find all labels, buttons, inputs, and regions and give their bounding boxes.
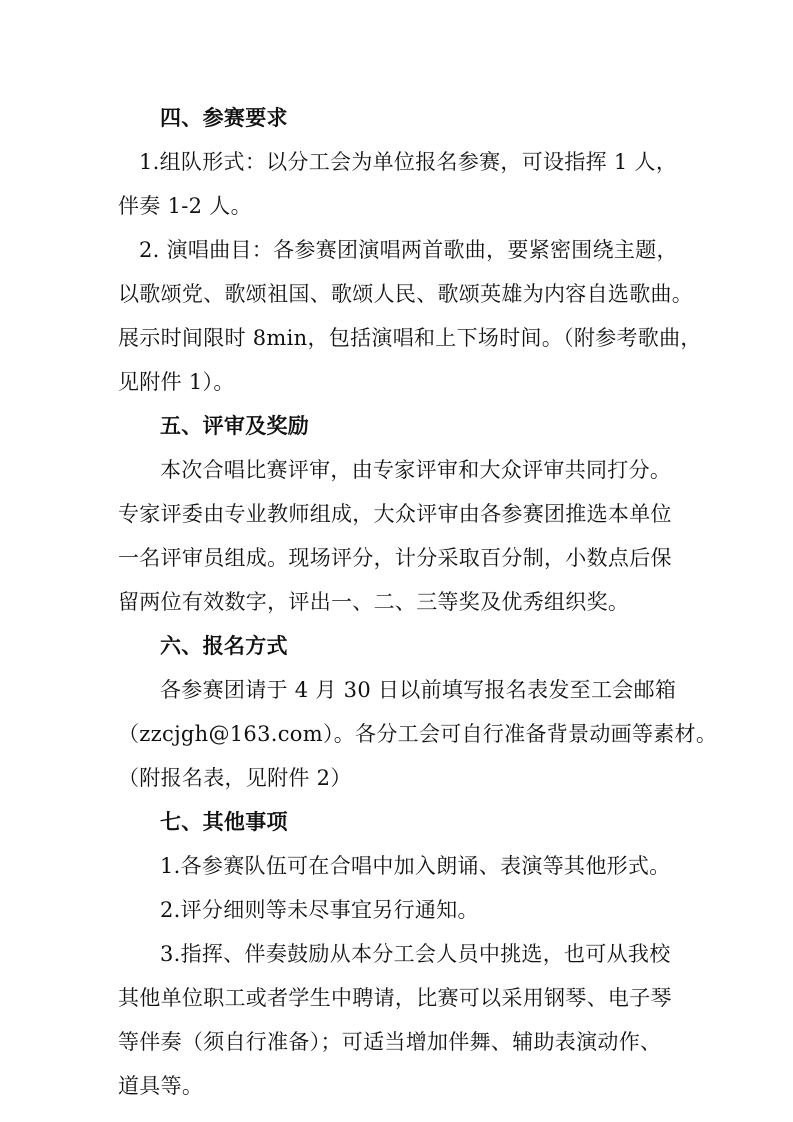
paragraph-line: 道具等。 [118,1074,204,1098]
paragraph-line: 1.各参赛队伍可在合唱中加入朗诵、表演等其他形式。 [160,854,671,878]
section-heading: 五、评审及奖励 [160,414,310,438]
paragraph-line: 等伴奏（须自行准备）；可适当增加伴舞、辅助表演动作、 [118,1030,662,1054]
paragraph-line: 2.评分细则等未尽事宜另行通知。 [160,898,479,922]
paragraph-line: 其他单位职工或者学生中聘请，比赛可以采用钢琴、电子琴 [118,986,672,1010]
paragraph-line: 一名评审员组成。现场评分，计分采取百分制，小数点后保 [118,546,672,570]
section-heading: 四、参赛要求 [160,106,288,130]
paragraph-line: 展示时间限时 8min，包括演唱和上下场时间。（附参考歌曲， [118,326,702,350]
paragraph-line: 2. 演唱曲目：各参赛团演唱两首歌曲，要紧密围绕主题， [139,238,678,262]
paragraph-line: 留两位有效数字，评出一、二、三等奖及优秀组织奖。 [118,590,630,614]
paragraph-line: 伴奏 1-2 人。 [118,194,252,218]
paragraph-line: （zzcjgh@163.com）。各分工会可自行准备背景动画等素材。 [118,722,718,746]
paragraph-line: 各参赛团请于 4 月 30 日以前填写报名表发至工会邮箱 [160,678,677,702]
paragraph-line: 1.组队形式：以分工会为单位报名参赛，可设指挥 1 人， [139,150,678,174]
paragraph-line: 见附件 1）。 [118,370,235,394]
paragraph-line: 3.指挥、伴奏鼓励从本分工会人员中挑选，也可从我校 [160,942,671,966]
paragraph-line: 本次合唱比赛评审，由专家评审和大众评审共同打分。 [160,458,672,482]
section-heading: 六、报名方式 [160,634,288,658]
paragraph-line: 以歌颂党、歌颂祖国、歌颂人民、歌颂英雄为内容自选歌曲。 [118,282,694,306]
document-body [118,96,718,1108]
paragraph-line: 专家评委由专业教师组成，大众评审由各参赛团推选本单位 [118,502,672,526]
paragraph-line: （附报名表，见附件 2） [118,766,352,790]
section-heading: 七、其他事项 [160,810,288,834]
